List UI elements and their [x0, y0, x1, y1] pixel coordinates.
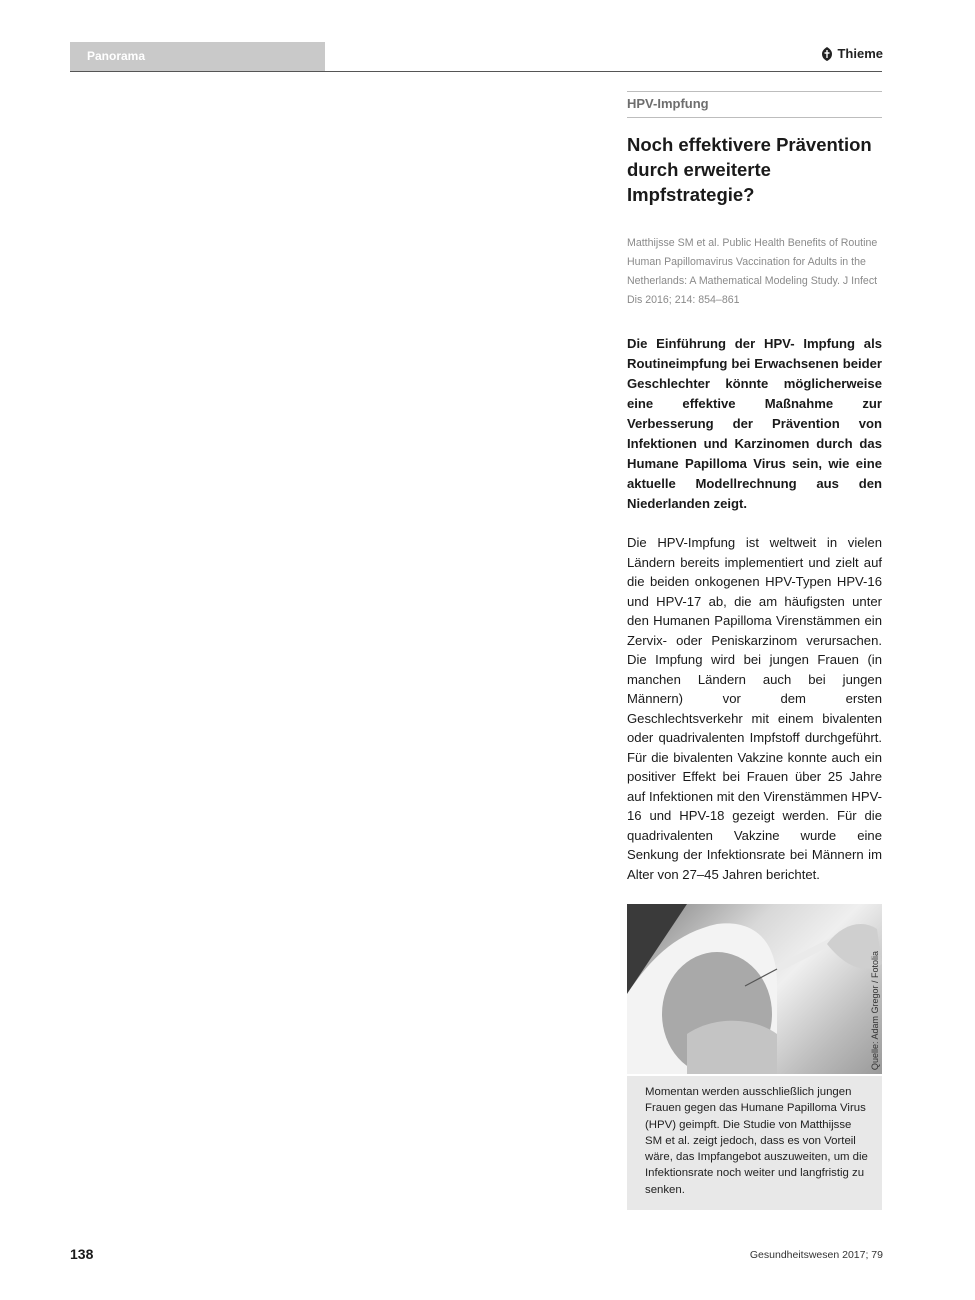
vaccination-illustration: [627, 904, 882, 1074]
thieme-emblem-icon: [821, 47, 833, 61]
section-tab: Panorama: [70, 42, 325, 71]
journal-reference: Gesundheitswesen 2017; 79: [749, 1249, 883, 1261]
article-title: Noch effektivere Prävention durch erweiterte Impfstrategie?: [627, 134, 872, 205]
figure-caption: Momentan werden ausschließlich jungen Frauen gegen das Humane Papilloma Virus (HPV) geimpft. Die Studie von Matthijsse SM et al. zeigt jedoch, dass es von Vorteil wäre, das Impfangebot auszuweiten, um die Infektionsrate noch weiter und langfristig zu senken.: [627, 1076, 882, 1210]
publisher-name: Thieme: [837, 46, 883, 61]
photo-credit: Quelle: Adam Gregor / Fotolia: [870, 950, 880, 1070]
rubric-rule-top: [627, 91, 882, 92]
article-lead: Die Einführung der HPV- Impfung als Routineimpfung bei Erwachsenen beider Geschlechter könnte möglicherweise eine effektive Maßnahme zur Verbesserung der Prävention von Infektionen und Karzinomen durch das Humane Papilloma Virus sein, wie eine aktuelle Modellrechnung aus den Niederlanden zeigt.: [627, 336, 882, 511]
rubric-rule-bottom: [627, 117, 882, 118]
article-rubric: HPV-Impfung: [627, 96, 709, 111]
header-rule: [70, 71, 882, 72]
article-citation: Matthijsse SM et al. Public Health Benefits of Routine Human Papillomavirus Vaccination for Adults in the Netherlands: A Mathematical Modeling Study. J Infect Dis 2016; 214: 854–861: [627, 237, 878, 306]
page-number: 138: [70, 1246, 94, 1262]
vaccination-photo: [627, 904, 882, 1074]
article-body: Die HPV-Impfung ist weltweit in vielen Ländern bereits implementiert und zielt auf die beiden onkogenen HPV-Typen HPV-16 und HPV-17 ab, die am häufigsten unter den Humanen Papilloma Virenstämmen ein Zervix- oder Peniskarzinom verursachen. Die Impfung wird bei jungen Frauen (in manchen Ländern auch bei jungen Männern) vor dem ersten Geschlechtsverkehr mit einem bivalenten oder quadrivalenten Impfstoff durchgeführt. Für die bivalenten Vakzine konnte auch ein positiver Effekt bei Frauen über 25 Jahre auf Infektionen mit den Virenstämmen HPV-16 und HPV-18 gezeigt werden. Für die quadrivalenten Vakzine wurde eine Senkung der Infektionsrate bei Männern im Alter von 27–45 Jahren berichtet.: [627, 535, 882, 882]
publisher-logo: [821, 46, 883, 61]
